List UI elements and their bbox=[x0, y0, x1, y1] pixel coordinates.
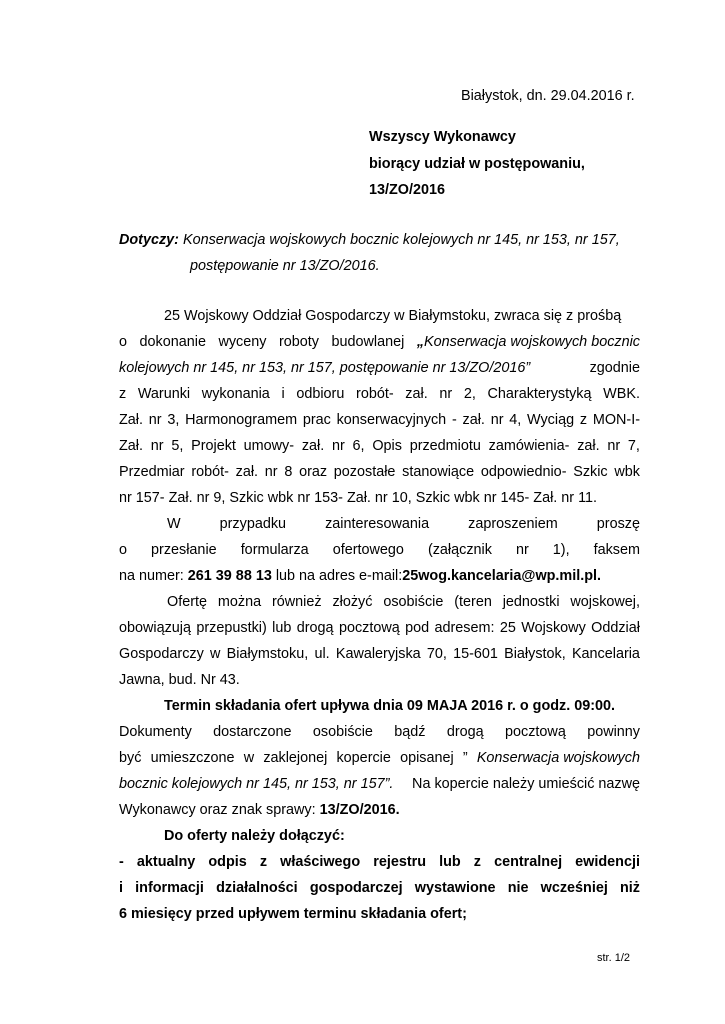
p4-line-2 bbox=[119, 723, 640, 741]
word: nr bbox=[331, 438, 345, 454]
word: 8 bbox=[284, 464, 293, 480]
word: nr bbox=[490, 412, 504, 428]
p3-line-1 bbox=[167, 593, 640, 611]
p1-line-5 bbox=[119, 411, 640, 429]
subject-line-1 bbox=[119, 231, 620, 249]
word: pod bbox=[405, 620, 430, 636]
word: wbk bbox=[614, 464, 640, 480]
word: być bbox=[119, 750, 142, 766]
text: Wykonawcy oraz znak sprawy: bbox=[119, 802, 316, 818]
word: Ofertę bbox=[167, 594, 207, 610]
word: wykonania bbox=[201, 386, 270, 402]
word: 2, bbox=[463, 386, 476, 402]
p1-line-8: nr 157- Zał. nr 9, Szkic wbk nr 153- Zał. nr 10, Szkic wbk nr 145- Zał. nr 11. bbox=[119, 490, 598, 506]
word: z bbox=[119, 386, 127, 402]
word: ofertowego bbox=[332, 542, 404, 558]
word: robót- bbox=[191, 464, 229, 480]
p1-line-3 bbox=[119, 359, 640, 377]
word: WBK. bbox=[603, 386, 640, 402]
word: osobiście bbox=[383, 594, 444, 610]
word: W bbox=[167, 516, 181, 532]
p1-line-7 bbox=[119, 463, 640, 481]
word: w bbox=[210, 646, 221, 662]
p5-line-2 bbox=[119, 879, 640, 897]
fax-label: na numer: bbox=[119, 568, 184, 584]
word: odpowiednio- bbox=[480, 464, 567, 480]
p1-line-6 bbox=[119, 437, 640, 455]
word: (teren bbox=[454, 594, 492, 610]
word: zał. bbox=[577, 438, 600, 454]
p4-line-3 bbox=[119, 749, 640, 767]
word: adresem: bbox=[434, 620, 495, 636]
word: Dokumenty bbox=[119, 724, 192, 740]
word: zamówienia- bbox=[488, 438, 570, 454]
p1-line-2 bbox=[119, 333, 640, 351]
word: wojskowej, bbox=[570, 594, 640, 610]
word: zgodnie bbox=[589, 360, 640, 376]
word: 5, bbox=[171, 438, 184, 454]
word: Zał. bbox=[119, 438, 143, 454]
quoted-title-start bbox=[417, 333, 640, 351]
p3-line-4: Jawna, bud. Nr 43. bbox=[119, 672, 240, 688]
word: z bbox=[259, 854, 268, 870]
word: z bbox=[579, 412, 588, 428]
word: nr bbox=[515, 542, 529, 558]
word: roboty bbox=[278, 334, 319, 350]
word: ul. bbox=[314, 646, 330, 662]
word: stanowiące bbox=[402, 464, 475, 480]
word: zał. bbox=[235, 464, 259, 480]
word: Szkic bbox=[573, 464, 608, 480]
p5-line-3: 6 miesięcy przed upływem terminu składania ofert; bbox=[119, 906, 467, 922]
word: Wyciąg bbox=[527, 412, 575, 428]
email-address: 25wog.kancelaria@wp.mil.pl. bbox=[402, 568, 601, 584]
p3-line-2 bbox=[119, 619, 640, 637]
word: zał. bbox=[301, 438, 325, 454]
word: właściwego bbox=[280, 854, 361, 870]
word: dokonanie bbox=[139, 334, 206, 350]
p2-line-2 bbox=[119, 541, 640, 559]
word: również bbox=[271, 594, 322, 610]
word: wcześniej bbox=[540, 880, 608, 896]
word: zaklejonej bbox=[263, 750, 328, 766]
word: Gospodarczy bbox=[119, 646, 204, 662]
word: Opis bbox=[372, 438, 402, 454]
word: gospodarczej bbox=[309, 880, 403, 896]
word: 3, bbox=[167, 412, 180, 428]
word: Białystok, bbox=[504, 646, 566, 662]
word: 70, bbox=[426, 646, 447, 662]
word: złożyć bbox=[332, 594, 373, 610]
word: przypadku bbox=[219, 516, 287, 532]
case-number: 13/ZO/2016. bbox=[319, 802, 400, 818]
word: nr bbox=[148, 412, 162, 428]
opening-quote: „ bbox=[416, 334, 425, 350]
deadline-notice: Termin składania ofert upływa dnia 09 MAJA 2016 r. o godz. 09:00. bbox=[164, 698, 616, 714]
word: osobiście bbox=[312, 724, 373, 740]
word: Kancelaria bbox=[571, 646, 640, 662]
envelope-title: Konserwacja wojskowych bbox=[476, 750, 640, 766]
word: wyceny bbox=[218, 334, 267, 350]
word: - bbox=[451, 412, 457, 428]
word: oraz bbox=[299, 464, 328, 480]
word: zał. bbox=[405, 386, 428, 402]
place-date: Białystok, dn. 29.04.2016 r. bbox=[461, 88, 635, 104]
word: w bbox=[243, 750, 255, 766]
email-label: lub na adres e-mail: bbox=[275, 568, 403, 584]
word: (załącznik bbox=[427, 542, 492, 558]
word: nr bbox=[264, 464, 278, 480]
word: wystawione bbox=[414, 880, 496, 896]
p2-line-1 bbox=[167, 515, 640, 533]
word: Harmonogramem bbox=[185, 412, 298, 428]
word: i bbox=[119, 880, 123, 896]
word: bądź bbox=[394, 724, 426, 740]
word: budowlanej bbox=[331, 334, 405, 350]
word: przepustki) bbox=[196, 620, 267, 636]
word: Projekt bbox=[191, 438, 236, 454]
addressee-line-1: Wszyscy Wykonawcy bbox=[369, 129, 516, 145]
p4-line-5 bbox=[119, 801, 400, 819]
word: proszę bbox=[596, 516, 640, 532]
word: konserwacyjnych bbox=[336, 412, 447, 428]
word: prac bbox=[302, 412, 331, 428]
word: centralnej bbox=[494, 854, 563, 870]
word: Kawaleryjska bbox=[335, 646, 421, 662]
word: nie bbox=[507, 880, 529, 896]
attachments-title: Do oferty należy dołączyć: bbox=[164, 828, 345, 844]
word: lub bbox=[272, 620, 292, 636]
word: opisanej bbox=[400, 750, 454, 766]
word: MON-I- bbox=[592, 412, 640, 428]
word: Charakterystyką bbox=[487, 386, 592, 402]
subject-label: Dotyczy: bbox=[119, 232, 179, 248]
word: nr bbox=[439, 386, 453, 402]
word: 4, bbox=[509, 412, 522, 428]
word: Oddział bbox=[591, 620, 640, 636]
word: obowiązują bbox=[119, 620, 192, 636]
word: robót- bbox=[356, 386, 394, 402]
word: Zał. bbox=[119, 412, 143, 428]
quoted-title: Konserwacja wojskowych bocznic bbox=[424, 334, 640, 350]
word: 25 bbox=[499, 620, 516, 636]
p1-line-1 bbox=[164, 307, 621, 325]
word: formularza bbox=[240, 542, 309, 558]
p1-line-4 bbox=[119, 385, 640, 403]
word: Białymstoku, bbox=[226, 646, 309, 662]
word: 7, bbox=[627, 438, 640, 454]
quoted-title-continued: kolejowych nr 145, nr 153, nr 157, postępowanie nr 13/ZO/2016” bbox=[119, 360, 531, 376]
word: o bbox=[119, 542, 128, 558]
word: lub bbox=[439, 854, 461, 870]
addressee-line-2: biorący udział w postępowaniu, bbox=[369, 156, 585, 172]
word: powinny bbox=[587, 724, 640, 740]
p4-line-4 bbox=[119, 775, 640, 793]
word: faksem bbox=[593, 542, 640, 558]
word: aktualny bbox=[136, 854, 196, 870]
text: 25 Wojskowy Oddział Gospodarczy w Białymstoku, zwraca się z prośbą bbox=[164, 308, 622, 324]
subject-text: Konserwacja wojskowych bocznic kolejowych nr 145, nr 153, nr 157, bbox=[182, 232, 620, 248]
word: przesłanie bbox=[151, 542, 217, 558]
word: nr bbox=[150, 438, 164, 454]
text: Na kopercie należy umieścić nazwę bbox=[412, 776, 640, 792]
word: informacji bbox=[135, 880, 204, 896]
word: 6, bbox=[352, 438, 365, 454]
word: pocztową bbox=[338, 620, 400, 636]
word: można bbox=[217, 594, 262, 610]
word: pocztową bbox=[505, 724, 566, 740]
word: 1), bbox=[552, 542, 570, 558]
word: umieszczone bbox=[150, 750, 235, 766]
subject-line-2: postępowanie nr 13/ZO/2016. bbox=[190, 258, 380, 274]
word: przedmiotu bbox=[409, 438, 481, 454]
word: jednostki bbox=[502, 594, 560, 610]
word: Przedmiar bbox=[119, 464, 185, 480]
word: Warunki bbox=[137, 386, 191, 402]
p2-line-3 bbox=[119, 567, 601, 585]
word: drogą bbox=[296, 620, 334, 636]
word: niż bbox=[620, 880, 640, 896]
word: zainteresowania bbox=[325, 516, 430, 532]
word: - bbox=[119, 854, 124, 870]
word: z bbox=[473, 854, 481, 870]
word: dostarczone bbox=[213, 724, 292, 740]
word: nr bbox=[607, 438, 621, 454]
page-number: str. 1/2 bbox=[597, 952, 631, 964]
envelope-title-continued: bocznic kolejowych nr 145, nr 153, nr 157”. bbox=[119, 776, 394, 792]
word: odpis bbox=[208, 854, 247, 870]
p5-line-1 bbox=[119, 853, 640, 871]
word: ” bbox=[462, 750, 468, 766]
word: zaproszeniem bbox=[468, 516, 558, 532]
word: działalności bbox=[216, 880, 298, 896]
word: odbioru bbox=[296, 386, 345, 402]
word: Wojskowy bbox=[521, 620, 586, 636]
word: zał. bbox=[462, 412, 485, 428]
word: drogą bbox=[446, 724, 484, 740]
word: rejestru bbox=[373, 854, 427, 870]
word: 15-601 bbox=[453, 646, 498, 662]
word: i bbox=[281, 386, 285, 402]
word: kopercie bbox=[336, 750, 391, 766]
addressee-line-3: 13/ZO/2016 bbox=[369, 182, 446, 198]
word: pozostałe bbox=[333, 464, 396, 480]
word: umowy- bbox=[243, 438, 295, 454]
p3-line-3 bbox=[119, 645, 640, 663]
fax-number: 261 39 88 13 bbox=[187, 568, 272, 584]
word: o bbox=[119, 334, 128, 350]
word: ewidencji bbox=[575, 854, 640, 870]
